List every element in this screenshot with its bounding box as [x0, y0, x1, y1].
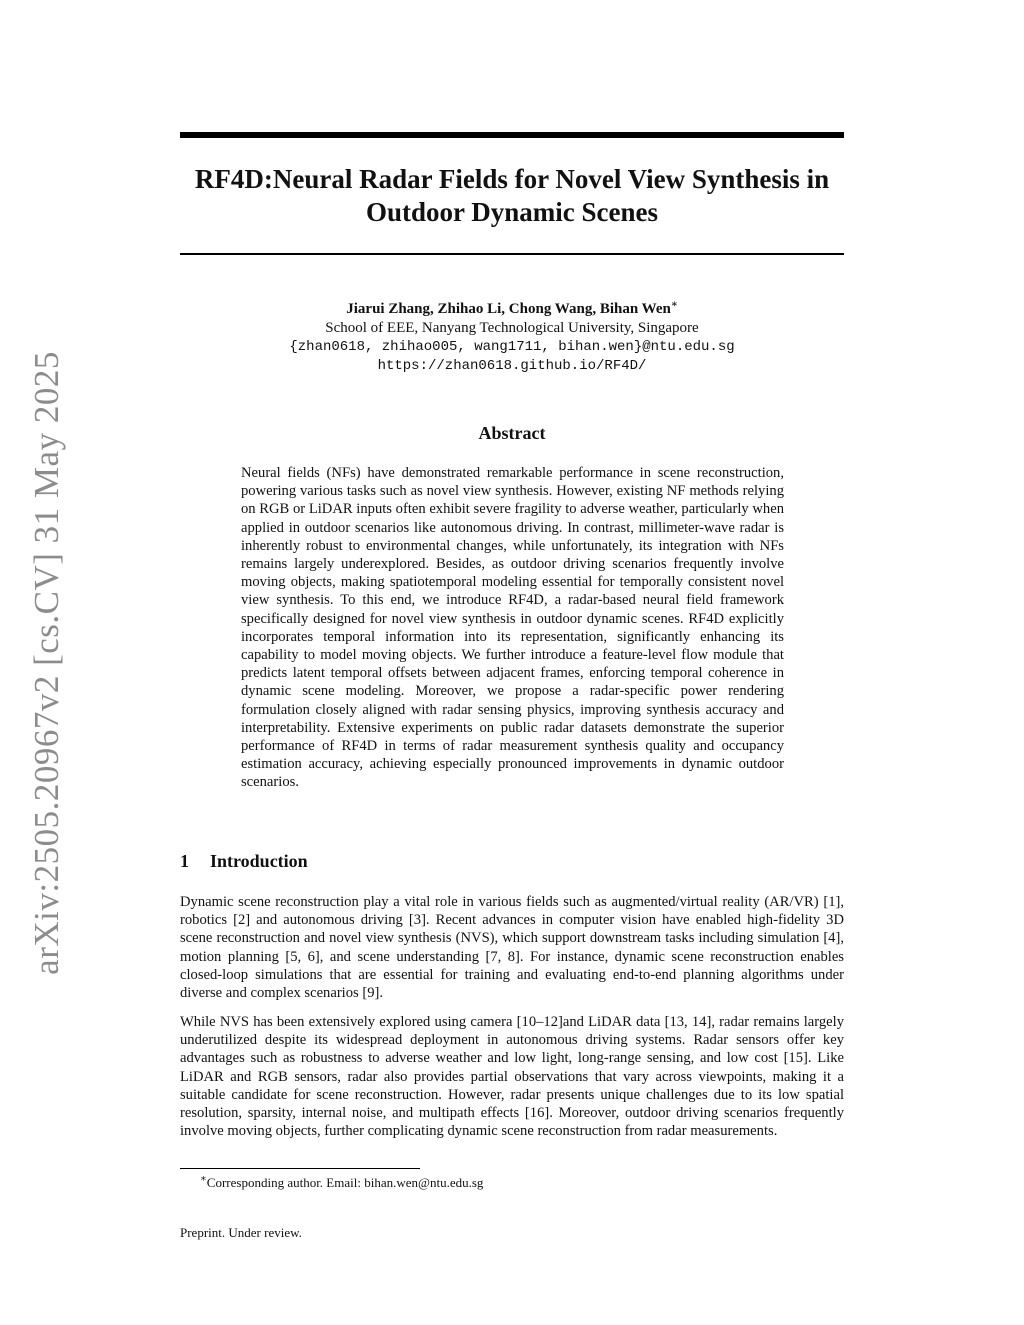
footnote [200, 1174, 483, 1191]
intro-paragraph-2: While NVS has been extensively explored using camera [10–12]and LiDAR data [13, 14], radar remains largely underutilized despite its widespread deployment in autonomous driving systems. Radar sensors offer key advantages such as robustness to adverse weather and low light, long-range sensing, and low cost [15]. Like LiDAR and RGB sensors, radar also provides partial observations that vary across viewpoints, making it a suitable candidate for scene reconstruction. However, radar presents unique challenges due to its low spatial resolution, sparsity, internal noise, and multipath effects [16]. Moreover, outdoor driving scenarios frequently involve moving objects, further complicating dynamic scene reconstruction from radar measurements. [180, 1014, 844, 1140]
footnote-text: Corresponding author. Email: bihan.wen@ntu.edu.sg [206, 1175, 484, 1190]
author-block [180, 299, 844, 376]
abstract-heading: Abstract [478, 423, 546, 443]
section-number: 1 [180, 851, 189, 871]
paper-title-line1: RF4D:Neural Radar Fields for Novel View Synthesis in [194, 164, 830, 194]
title-top-rule [180, 132, 844, 138]
footnote-mark: ∗ [200, 1173, 207, 1185]
section-title: Introduction [210, 851, 308, 871]
abstract-text: Neural fields (NFs) have demonstrated remarkable performance in scene reconstruction, powering various tasks such as novel view synthesis. However, existing NF methods relying on RGB or LiDAR inputs often exhibit severe fragility to adverse weather, particularly when applied in outdoor scenarios like autonomous driving. In contrast, millimeter-wave radar is inherently robust to environmental changes, while unfortunately, its integration with NFs remains largely underexplored. Besides, as outdoor driving scenarios frequently involve moving objects, making spatiotemporal modeling essential for temporally consistent novel view synthesis. To this end, we introduce RF4D, a radar-based neural field framework specifically designed for novel view synthesis in outdoor dynamic scenes. RF4D explicitly incorporates temporal information into its representation, significantly enhancing its capability to model moving objects. We further introduce a feature-level flow module that predicts latent temporal offsets between adjacent frames, enforcing temporal coherence in dynamic scene modeling. Moreover, we propose a radar-specific power rendering formulation closely aligned with radar sensing physics, improving synthesis accuracy and interpretability. Extensive experiments on public radar datasets demonstrate the superior performance of RF4D in terms of radar measurement synthesis quality and occupancy estimation accuracy, achieving especially pronounced improvements in dynamic outdoor scenarios. [241, 465, 784, 791]
section-heading-introduction [180, 850, 308, 872]
author-footnote-mark: ∗ [670, 299, 678, 310]
paper-title-line2: Outdoor Dynamic Scenes [365, 197, 658, 227]
arxiv-sidebar [27, 350, 67, 975]
page-footer: Preprint. Under review. [180, 1225, 302, 1240]
arxiv-identifier: arXiv:2505.20967v2 [cs.CV] 31 May 2025 [27, 350, 66, 975]
project-url[interactable]: https://zhan0618.github.io/RF4D/ [377, 358, 647, 374]
footnote-rule [180, 1168, 420, 1169]
paper-title [180, 163, 844, 229]
author-list [180, 299, 844, 319]
title-bottom-rule [180, 253, 844, 255]
author-names: Jiarui Zhang, Zhihao Li, Chong Wang, Bihan Wen [346, 301, 671, 317]
author-emails: {zhan0618, zhihao005, wang1711, bihan.wen}@ntu.edu.sg [289, 339, 735, 355]
affiliation: School of EEE, Nanyang Technological University, Singapore [325, 320, 699, 336]
intro-paragraph-1: Dynamic scene reconstruction play a vital role in various fields such as augmented/virtual reality (AR/VR) [1], robotics [2] and autonomous driving [3]. Recent advances in computer vision have enabled high-fidelity 3D scene reconstruction and novel view synthesis (NVS), which support downstream tasks including simulation [4], motion planning [5, 6], and scene understanding [7, 8]. For instance, dynamic scene reconstruction enables closed-loop simulations that are essential for training and evaluating end-to-end planning algorithms under diverse and complex scenarios [9]. [180, 894, 844, 1002]
